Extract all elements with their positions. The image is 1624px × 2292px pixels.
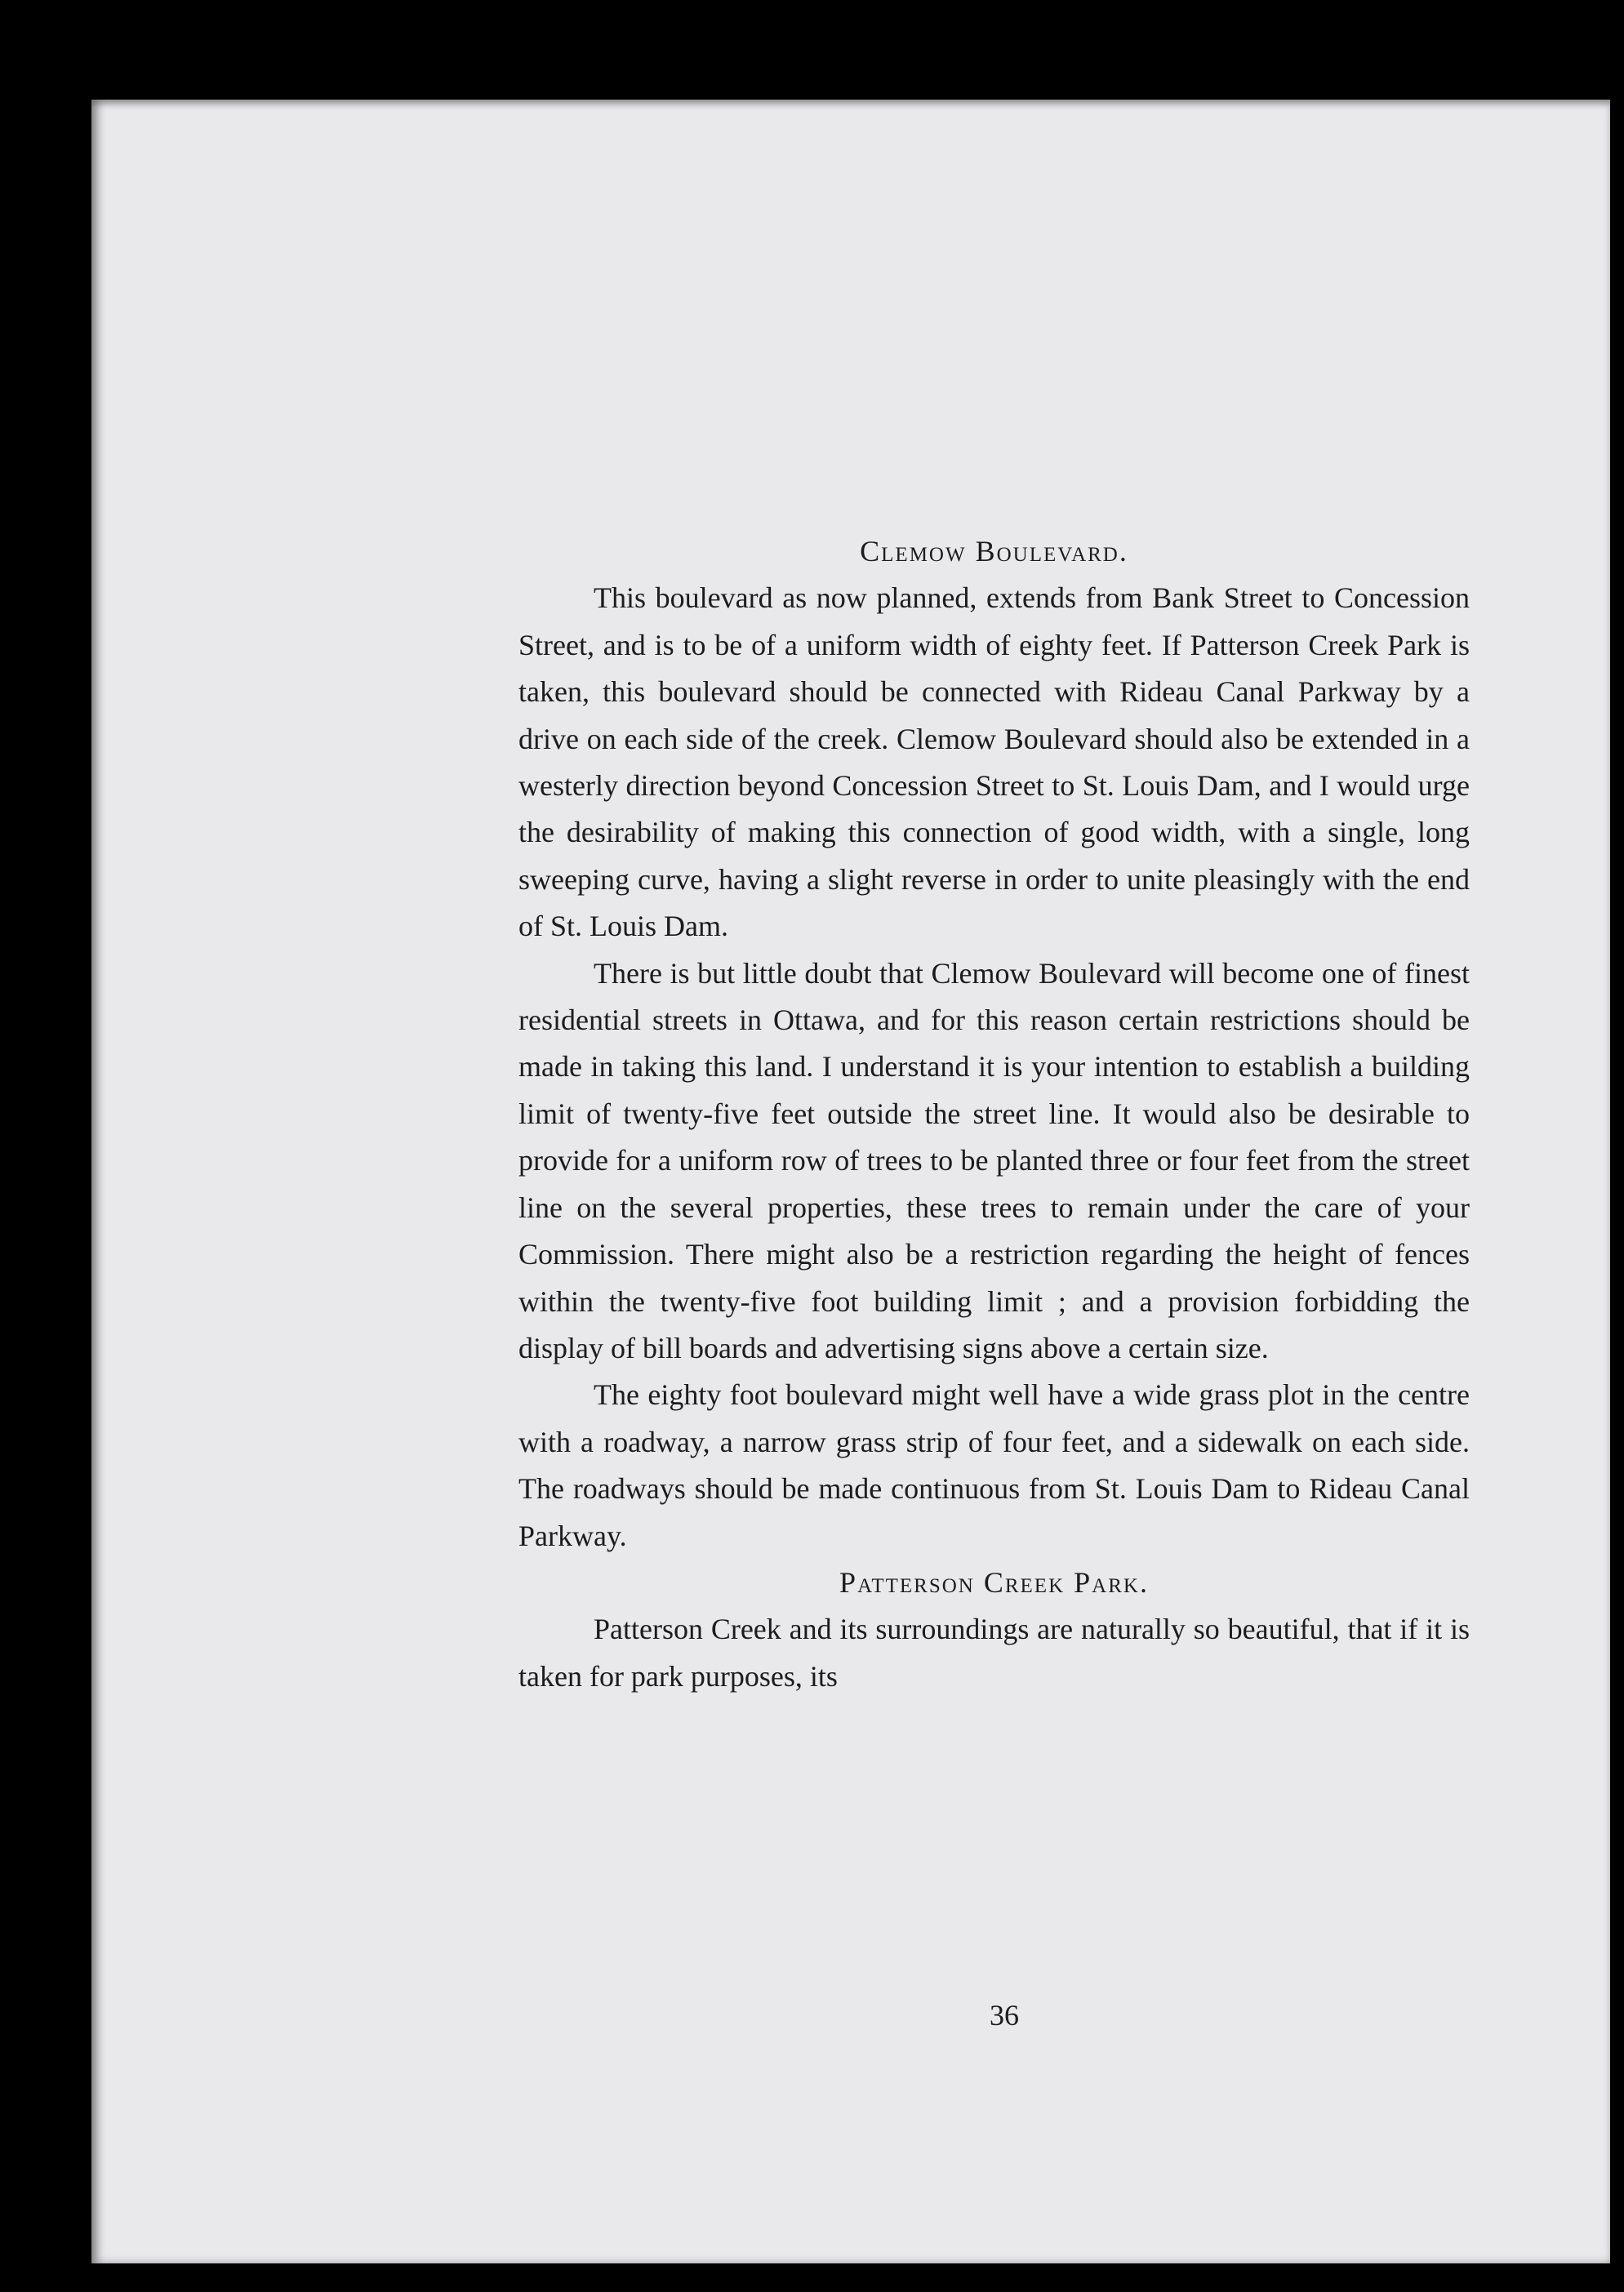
paragraph: This boulevard as now planned, extends from Bank Street to Concession Street, and is to be of a uniform width of eighty feet. If Patterson Creek Park is taken, this boulevard should be connected with Rideau Canal Parkway by a drive on each side of the creek. Clemow Boulevard should also be extended in a westerly direction beyond Concession Street to St. Louis Dam, and I would urge the desirability of making this connection of good width, with a single, long sweeping curve, having a slight reverse in order to unite pleasingly with the end of St. Louis Dam. [518,581,1470,943]
paragraph: The eighty foot boulevard might well have a wide grass plot in the centre with a roadway, a narrow grass strip of four feet, and a sidewalk on each side. The roadways should be made continuous from St. Louis Dam to Rideau Canal Parkway. [518,1378,1470,1552]
paragraph: There is but little doubt that Clemow Boulevard will become one of finest residential streets in Ottawa, and for this reason certain restrictions should be made in taking this land. I understand it is your intention to establish a building limit of twenty-five feet outside the street line. It would also be desirable to provide for a uniform row of trees to be planted three or four feet from the street line on the several properties, these trees to remain under the care of your Commission. There might also be a restriction regarding the height of fences within the twenty-five foot building limit ; and a provision forbidding the display of bill boards and advertising signs above a certain size. [518,956,1470,1364]
section-heading-patterson-creek-park: Patterson Creek Park. [839,1565,1149,1599]
section-heading-clemow-boulevard: Clemow Boulevard. [860,535,1128,567]
document-page [91,100,1610,2263]
page-text [518,528,1470,1700]
page-number: 36 [990,1999,1019,2032]
paragraph: Patterson Creek and its surroundings are naturally so beautiful, that if it is taken for park purposes, its [518,1613,1470,1693]
